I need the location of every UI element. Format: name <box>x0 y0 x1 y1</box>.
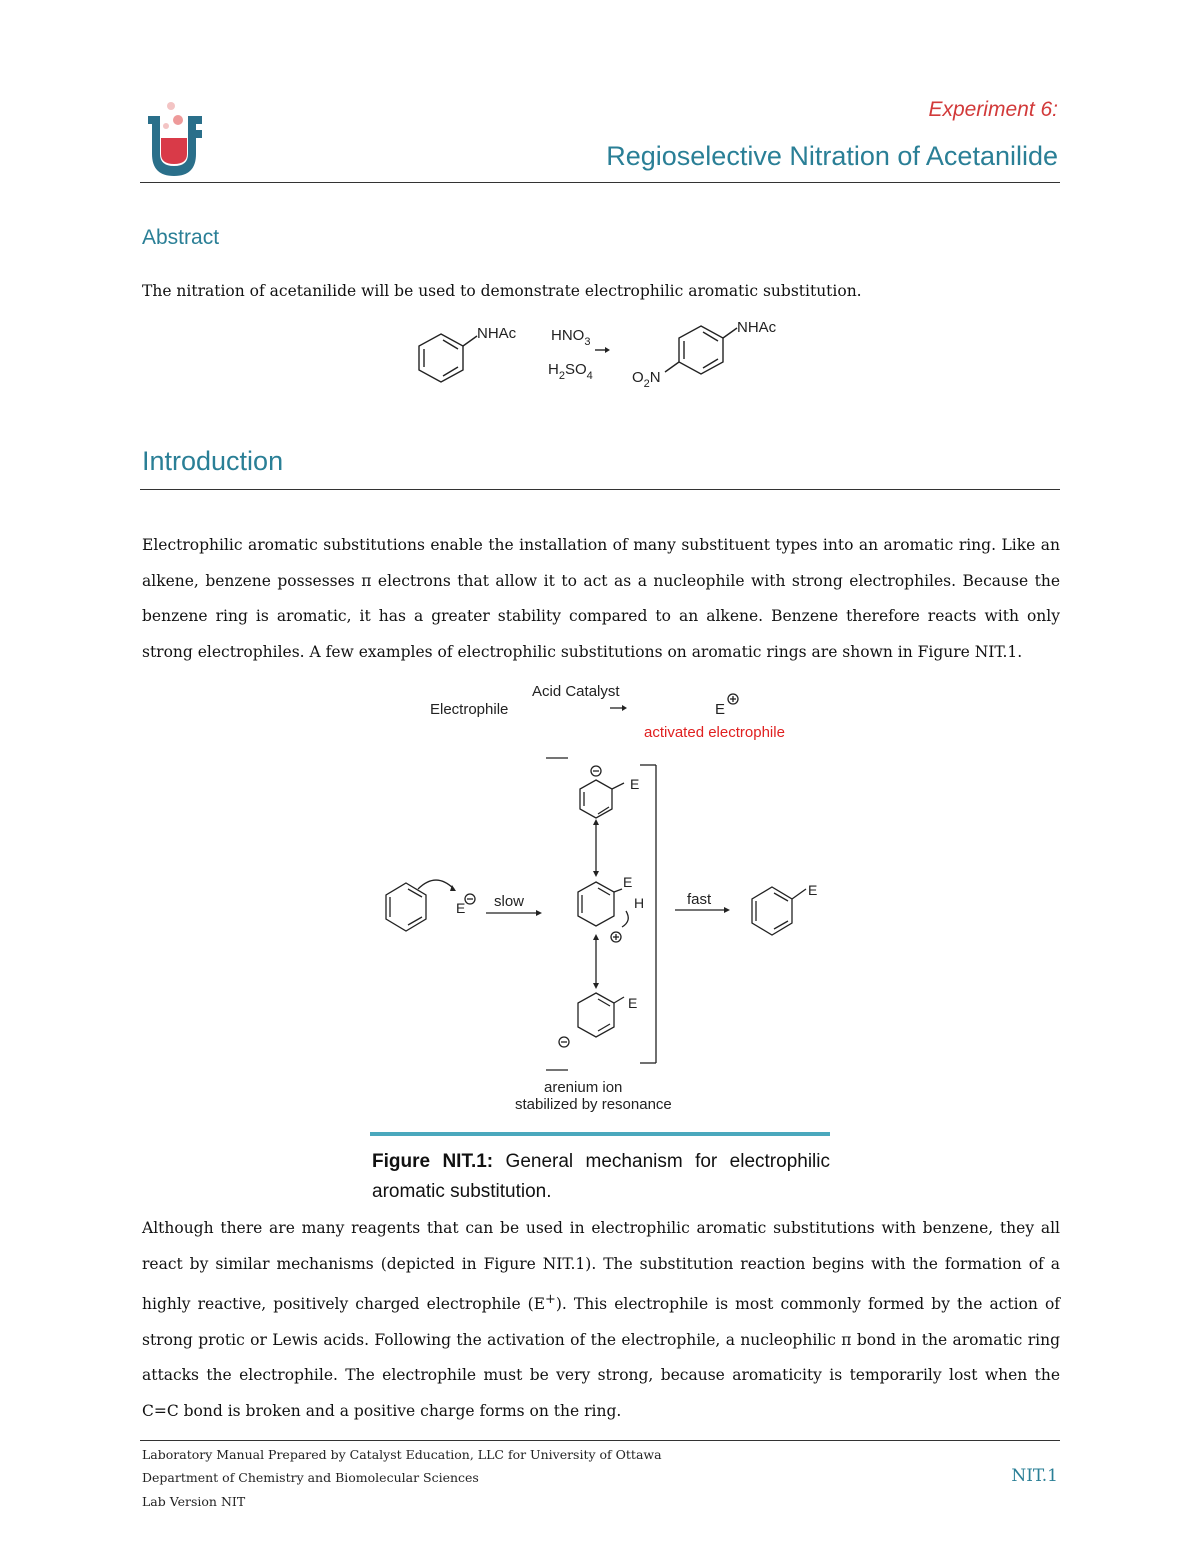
arenium-ion-label: arenium ion <box>544 1079 623 1096</box>
abstract-text <box>142 280 1060 302</box>
footer-line-2: Department of Chemistry and Biomolecular Sciences <box>142 1470 479 1485</box>
acid-catalyst-label: Acid Catalyst <box>532 683 620 700</box>
svg-text:HNO3 <box>551 327 590 348</box>
resonance-ring-bottom <box>578 993 614 1037</box>
caption-label: Figure NIT.1: <box>372 1151 494 1172</box>
paragraph-2-superscript: + <box>545 1292 556 1307</box>
abstract-heading: Abstract <box>142 226 220 249</box>
paragraph-2-part2: ). This electrophile is most commonly formed by the action of strong protic or Lewis acids. Following the activation of the electrophile, a nucleophilic π bond in the aromatic ring attacks the electrophile. The electrophile must be very strong, because aromaticity is temporarily lost when the C=C bond is broken and a positive charge forms on the ring. <box>142 1295 1061 1420</box>
h2so4-sub2: 4 <box>586 370 593 382</box>
caption-text: General mechanism for electrophilic aromatic substitution. <box>372 1151 830 1202</box>
introduction-heading: Introduction <box>142 446 284 476</box>
nitro-subscript: 2 <box>643 378 650 390</box>
benzene-ring-start <box>386 883 426 931</box>
paragraph-1-text: Electrophilic aromatic substitutions enable the installation of many substituent types into an aromatic ring. Like an alkene, benzene possesses π electrons that allow it to act as a nucleophile with strong electrophiles. Because the benzene ring is aromatic, it has a greater stability compared to an alkene. Benzene therefore reacts with only strong electrophiles. A few examples of electrophilic substitutions on aromatic rings are shown in Figure NIT.1. <box>142 536 1060 661</box>
e-label-product: E <box>808 882 818 898</box>
product-nhac-label: NHAc <box>737 319 777 336</box>
substituted-benzene-product <box>752 887 792 935</box>
nitroacetanilide-ring <box>679 326 723 374</box>
introduction-paragraph-1 <box>142 528 1060 670</box>
footer-line-3: Lab Version NIT <box>142 1494 246 1509</box>
acetanilide-ring <box>419 334 463 382</box>
hno3-label: HNO <box>551 327 585 344</box>
paragraph-2-part1: Although there are many reagents that can be used in electrophilic aromatic substitutions with benzene, they all react by similar mechanisms (depicted in Figure NIT.1). The substitution reaction begins with the formation of a highly reactive, positively charged electrophile (E <box>142 1219 1060 1314</box>
experiment-title: Regioselective Nitration of Acetanilide <box>606 141 1058 171</box>
e-label-top: E <box>630 776 640 792</box>
resonance-ring-top <box>580 780 612 818</box>
resonance-label: stabilized by resonance <box>515 1096 672 1113</box>
svg-text:H2SO4 <box>548 361 593 382</box>
paragraph-2-text <box>142 1211 1060 1429</box>
figure-caption <box>372 1147 830 1207</box>
hno3-subscript: 3 <box>584 336 591 348</box>
catalyst-logo-icon <box>140 100 210 178</box>
h2so4-sub1: 2 <box>558 370 565 382</box>
nitro-n-label: N <box>649 369 661 386</box>
nitration-scheme <box>405 310 805 400</box>
introduction-rule <box>140 489 1060 490</box>
page-number: NIT.1 <box>1011 1466 1058 1486</box>
h-label: H <box>634 895 645 911</box>
header-rule <box>140 182 1060 183</box>
e-plus-label: E <box>715 701 726 718</box>
h2so4-so-label: SO <box>564 361 587 378</box>
footer-line-1: Laboratory Manual Prepared by Catalyst Education, LLC for University of Ottawa <box>142 1447 662 1462</box>
activated-electrophile-label: activated electrophile <box>644 724 785 741</box>
fast-label: fast <box>687 891 712 908</box>
e-label-attack: E <box>456 900 466 916</box>
abstract-sentence: The nitration of acetanilide will be used to demonstrate electrophilic aromatic substitution. <box>142 282 862 300</box>
reactant-nhac-label: NHAc <box>477 325 517 342</box>
introduction-paragraph-2 <box>142 1211 1060 1429</box>
footer-rule <box>140 1440 1060 1441</box>
nitro-o-label: O <box>632 369 644 386</box>
slow-label: slow <box>494 893 525 910</box>
h2so4-h-label: H <box>548 361 559 378</box>
svg-text:O2N <box>632 369 661 390</box>
arenium-ring-middle <box>578 882 614 926</box>
caption-bar <box>370 1132 830 1136</box>
eas-mechanism-figure <box>370 675 840 1120</box>
experiment-number: Experiment 6: <box>928 98 1058 121</box>
e-label-middle: E <box>623 874 633 890</box>
e-label-bottom: E <box>628 995 638 1011</box>
electrophile-label: Electrophile <box>430 701 509 718</box>
